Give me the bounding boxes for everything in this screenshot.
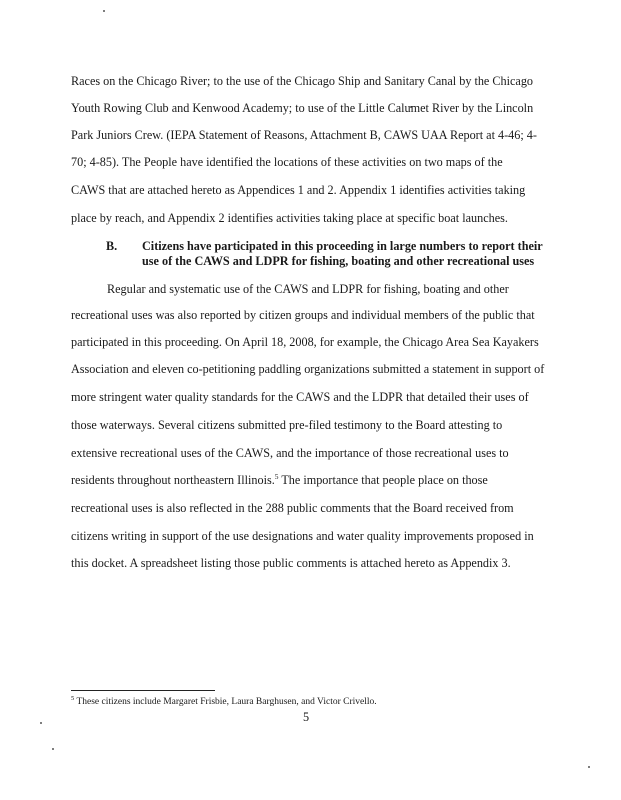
- footnote-marker: 5: [71, 694, 75, 702]
- footnote-text: These citizens include Margaret Frisbie, Laura Barghusen, and Victor Crivello.: [74, 697, 377, 707]
- section-letter: B.: [106, 239, 118, 253]
- body-line: Races on the Chicago River; to the use of the Chicago Ship and Sanitary Canal by the Chicago: [71, 74, 534, 88]
- scan-speck: [52, 748, 54, 750]
- paragraph-line: Association and eleven co-petitioning paddling organizations submitted a statement in support of: [71, 362, 545, 376]
- section-title-line: Citizens have participated in this proceeding in large numbers to report their: [142, 239, 543, 253]
- paragraph-line: participated in this proceeding. On April 18, 2008, for example, the Chicago Area Sea Kayakers: [71, 335, 539, 349]
- paragraph-line: Regular and systematic use of the CAWS and LDPR for fishing, boating and other: [107, 282, 509, 296]
- footnote-divider: [71, 690, 215, 691]
- paragraph-line: this docket. A spreadsheet listing those public comments is attached hereto as Appendix 3.: [71, 556, 511, 570]
- body-line: CAWS that are attached hereto as Appendices 1 and 2. Appendix 1 identifies activities taking: [71, 183, 526, 197]
- paragraph-line: more stringent water quality standards for the CAWS and the LDPR that detailed their uses of: [71, 390, 529, 404]
- scan-speck: [103, 10, 105, 12]
- paragraph-line: recreational uses was also reported by citizen groups and individual members of the public that: [71, 308, 535, 322]
- paragraph-line: citizens writing in support of the use designations and water quality improvements proposed in: [71, 529, 534, 543]
- footnote-reference[interactable]: 5: [274, 471, 279, 481]
- paragraph-line-text: residents throughout northeastern Illinois.: [71, 473, 275, 487]
- section-title-line: use of the CAWS and LDPR for fishing, boating and other recreational uses: [142, 254, 535, 268]
- body-line: 70; 4-85). The People have identified the locations of these activities on two maps of the: [71, 155, 503, 169]
- body-line: Park Juniors Crew. (IEPA Statement of Reasons, Attachment B, CAWS UAA Report at 4-46; 4-: [71, 128, 537, 142]
- paragraph-line-tail: The importance that people place on those: [278, 473, 488, 487]
- page-number: 5: [303, 710, 310, 724]
- footnote: [71, 694, 377, 708]
- paragraph-line: those waterways. Several citizens submitted pre-filed testimony to the Board attesting to: [71, 418, 503, 432]
- body-line: Youth Rowing Club and Kenwood Academy; to use of the Little Calumet River by the Lincoln: [71, 101, 534, 115]
- paragraph-line-with-footnote: [71, 473, 488, 487]
- paragraph-line: recreational uses is also reflected in the 288 public comments that the Board received from: [71, 501, 514, 515]
- body-line: place by reach, and Appendix 2 identifies activities taking place at specific boat launches.: [71, 211, 508, 225]
- scan-speck: [40, 722, 42, 724]
- paragraph-line: extensive recreational uses of the CAWS, and the importance of those recreational uses to: [71, 446, 509, 460]
- scan-speck: [588, 766, 590, 768]
